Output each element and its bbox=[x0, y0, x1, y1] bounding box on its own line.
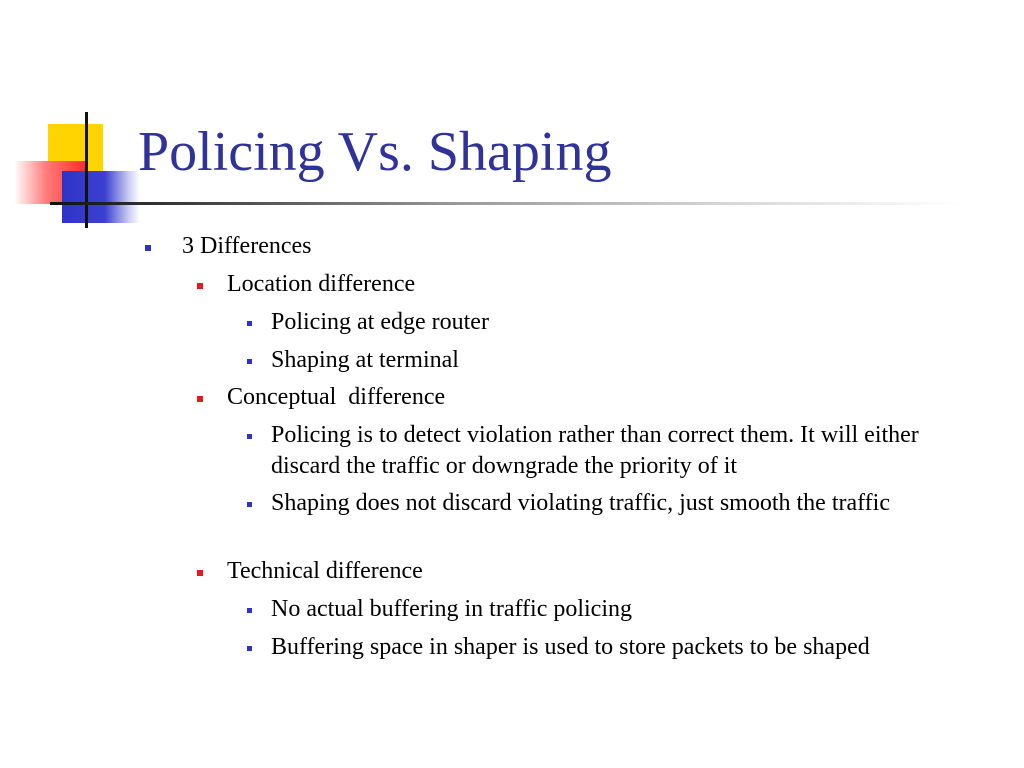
bullet-text-level2: Conceptual difference bbox=[227, 384, 446, 410]
bullet-square-icon bbox=[197, 570, 203, 576]
slide-title: Policing Vs. Shaping bbox=[138, 121, 612, 183]
bullet-square-icon bbox=[247, 608, 252, 613]
bullet-text-level3: Shaping does not discard violating traffic, just smooth the traffic bbox=[271, 490, 890, 516]
bullet-text-level3: No actual buffering in traffic policing bbox=[271, 596, 632, 622]
bullet-square-icon bbox=[197, 283, 203, 289]
bullet-text-level3: Policing at edge router bbox=[271, 309, 489, 335]
bullet-square-icon bbox=[247, 359, 252, 364]
bullet-text-level1: 3 Differences bbox=[182, 233, 312, 259]
bullet-square-icon bbox=[247, 321, 252, 326]
bullet-text-level2: Location difference bbox=[227, 271, 416, 297]
bullet-square-icon bbox=[247, 502, 252, 507]
bullet-square-icon bbox=[197, 396, 203, 402]
bullet-text-level3: Shaping at terminal bbox=[271, 347, 459, 373]
bullet-text-level3: Buffering space in shaper is used to store packets to be shaped bbox=[271, 634, 870, 660]
bullet-square-icon bbox=[247, 646, 252, 651]
bullet-text-level2: Technical difference bbox=[227, 558, 423, 584]
bullet-text-level3: Policing is to detect violation rather than correct them. It will either discard the traffic or downgrade the priority of it bbox=[271, 422, 919, 479]
bullet-square-icon bbox=[145, 245, 151, 251]
bullet-square-icon bbox=[247, 434, 252, 439]
